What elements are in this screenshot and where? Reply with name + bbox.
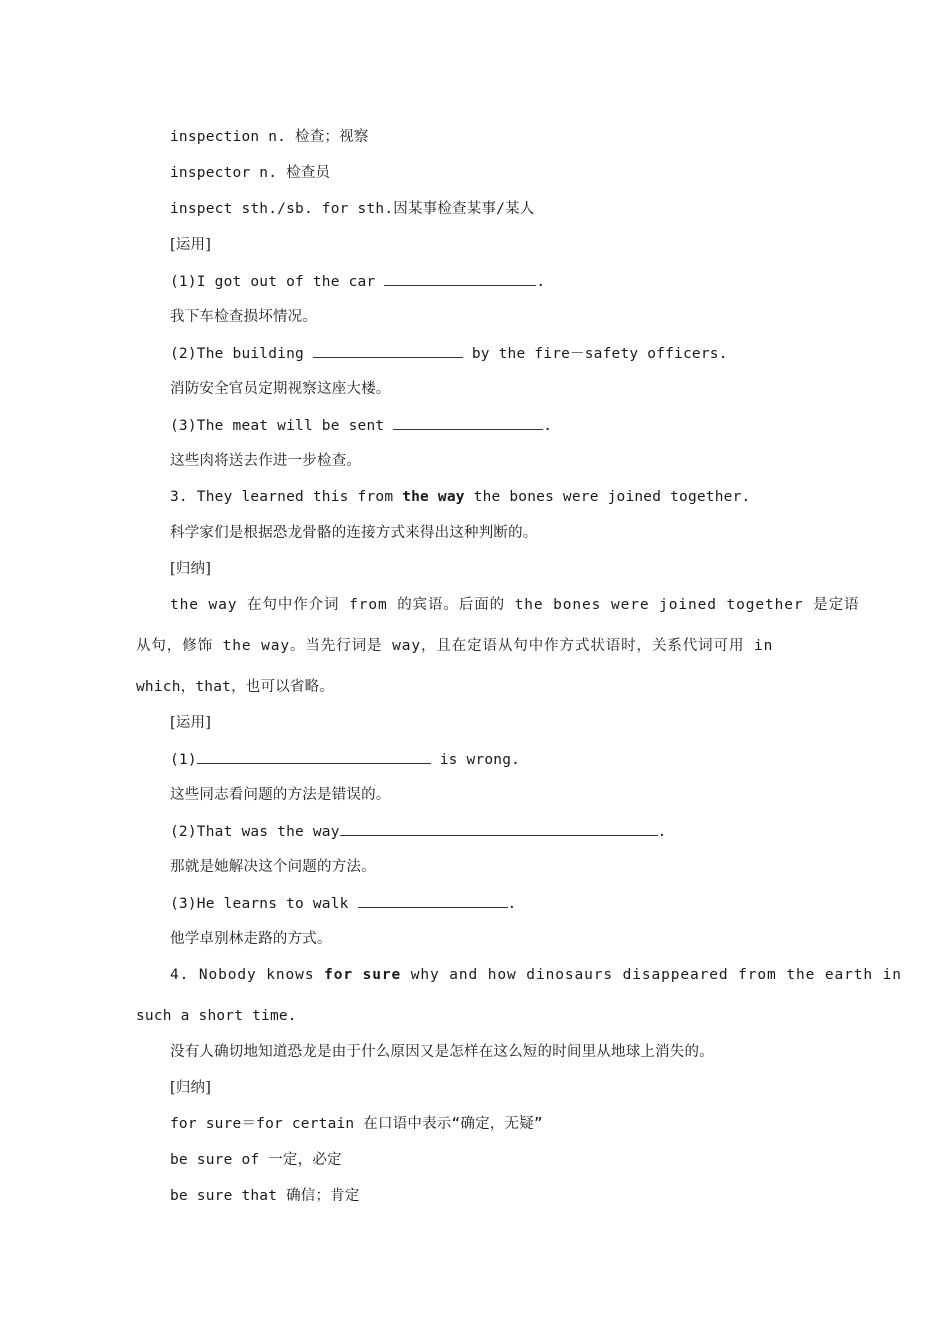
section-label-practice: [运用]: [170, 715, 212, 731]
answer-blank[interactable]: [313, 343, 463, 358]
summary-paragraph-line-1: the way 在句中作介词 from 的宾语。后面的 the bones were joined together 是定语: [170, 597, 860, 613]
exercise-4-translation: 这些同志看问题的方法是错误的。: [170, 787, 391, 803]
answer-blank[interactable]: [340, 821, 658, 836]
exercise-6-translation: 他学卓别林走路的方式。: [170, 931, 332, 947]
keyword-for-sure: for sure: [324, 967, 402, 983]
exercise-6-sentence: (3)He learns to walk .: [170, 893, 516, 914]
exercise-5-translation: 那就是她解决这个问题的方法。: [170, 859, 376, 875]
exercise-3-translation: 这些肉将送去作进一步检查。: [170, 453, 362, 469]
exercise-4-sentence: (1) is wrong.: [170, 749, 520, 770]
exercise-2-translation: 消防安全官员定期视察这座大楼。: [170, 381, 391, 397]
vocab-inspector: inspector n. 检查员: [170, 165, 331, 181]
exercise-1-translation: 我下车检查损坏情况。: [170, 309, 317, 325]
summary-be-sure-that: be sure that 确信；肯定: [170, 1188, 360, 1204]
vocab-inspect-phrase: inspect sth./sb. for sth.因某事检查某事/某人: [170, 201, 535, 217]
point-3-sentence: 3. They learned this from the way the bones were joined together.: [170, 489, 751, 505]
point-3-translation: 科学家们是根据恐龙骨骼的连接方式来得出这种判断的。: [170, 525, 538, 541]
section-label-practice: [运用]: [170, 237, 212, 253]
point-4-sentence-line-1: 4. Nobody knows for sure why and how dinosaurs disappeared from the earth in: [170, 967, 902, 983]
answer-blank[interactable]: [197, 749, 431, 764]
answer-blank[interactable]: [358, 893, 508, 908]
summary-paragraph-line-3: which，that，也可以省略。: [136, 679, 334, 695]
exercise-3-sentence: (3)The meat will be sent .: [170, 415, 552, 436]
vocab-inspection: inspection n. 检查；视察: [170, 129, 369, 145]
summary-paragraph-line-2: 从句，修饰 the way。当先行词是 way，且在定语从句中作方式状语时，关系代词可用 in: [136, 638, 774, 654]
point-4-sentence-line-2: such a short time.: [136, 1008, 297, 1024]
summary-be-sure-of: be sure of 一定，必定: [170, 1152, 342, 1168]
exercise-2-sentence: (2)The building by the fire－safety officers.: [170, 343, 728, 364]
summary-for-sure: for sure＝for certain 在口语中表示“确定，无疑”: [170, 1116, 543, 1132]
section-label-summary: [归纳]: [170, 1080, 212, 1096]
exercise-5-sentence: (2)That was the way .: [170, 821, 667, 842]
answer-blank[interactable]: [393, 415, 543, 430]
exercise-1-sentence: (1)I got out of the car .: [170, 271, 545, 292]
answer-blank[interactable]: [384, 271, 536, 286]
point-4-translation: 没有人确切地知道恐龙是由于什么原因又是怎样在这么短的时间里从地球上消失的。: [170, 1044, 714, 1060]
keyword-the-way: the way: [402, 489, 465, 505]
section-label-summary: [归纳]: [170, 561, 212, 577]
